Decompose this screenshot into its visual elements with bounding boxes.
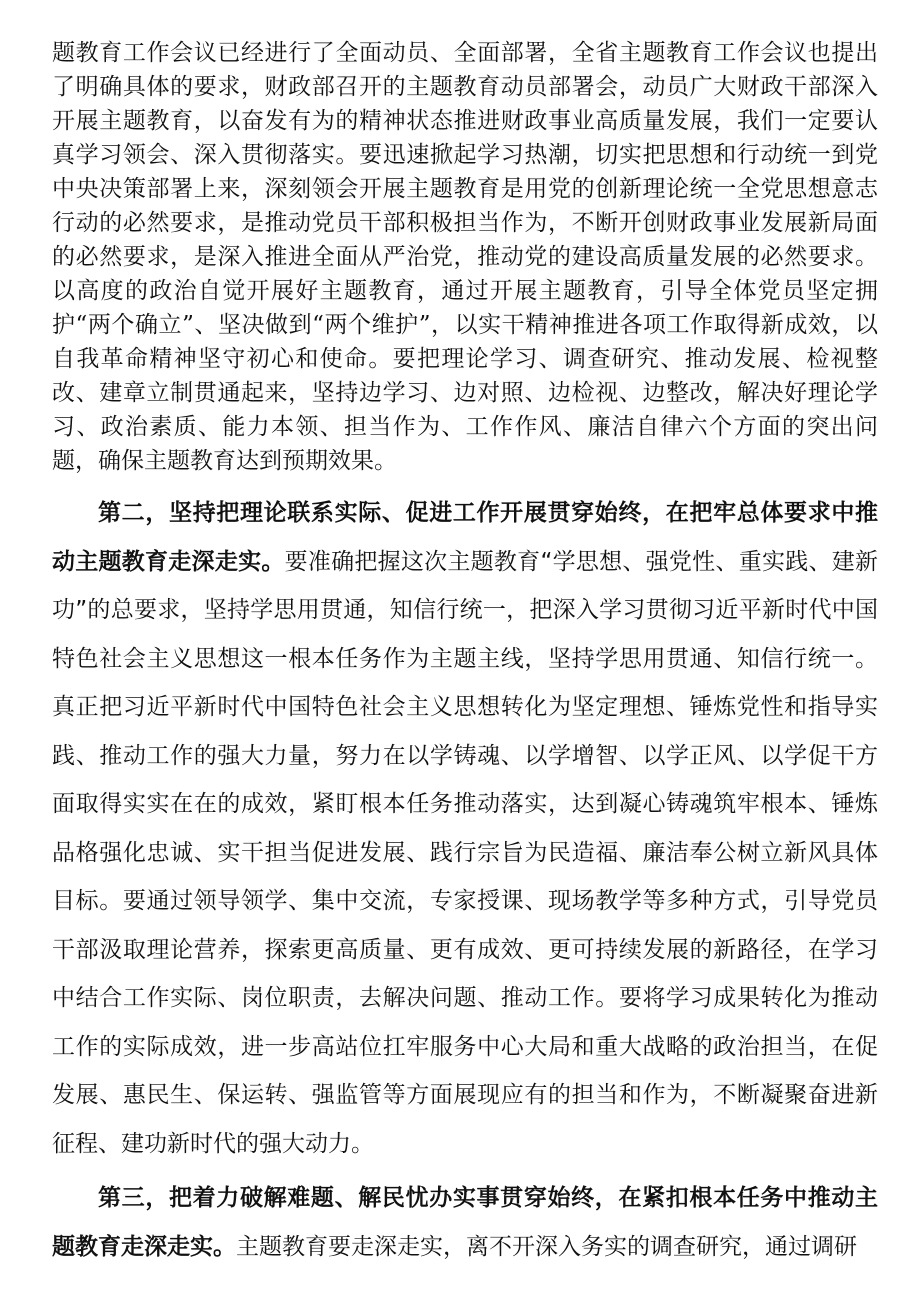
- paragraph-2-text: 要准确把握这次主题教育“学思想、强党性、重实践、建新功”的总要求，坚持学思用贯通，知信行统一，把深入学习贯彻习近平新时代中国特色社会主义思想这一根本任务作为主题主线，坚持学思用贯通、知信行统一。真正把习近平新时代中国特色社会主义思想转化为坚定理想、锤炼党性和指导实践、推动工作的强大力量，努力在以学铸魂、以学增智、以学正风、以学促干方面取得实实在在的成效，紧盯根本任务推动落实，达到凝心铸魂筑牢根本、锤炼品格强化忠诚、实干担当促进发展、践行宗旨为民造福、廉洁奉公树立新风具体目标。要通过领导领学、集中交流，专家授课、现场教学等多种方式，引导党员干部汲取理论营养，探索更高质量、更有成效、更可持续发展的新路径，在学习中结合工作实际、岗位职责，去解决问题、推动工作。要将学习成果转化为推动工作的实际成效，进一步高站位扛牢服务中心大局和重大战略的政治担当，在促发展、惠民生、保运转、强监管等方面展现应有的担当和作为，不断凝聚奋进新征程、建功新时代的强大动力。: [52, 548, 878, 1157]
- document-page: [52, 0, 878, 1271]
- paragraph-2: [52, 489, 878, 1168]
- paragraph-3-text: 主题教育要走深走实，离不开深入务实的调查研究，通过调研: [236, 1233, 857, 1260]
- paragraph-1-text: 题教育工作会议已经进行了全面动员、全面部署，全省主题教育工作会议也提出了明确具体的要求，财政部召开的主题教育动员部署会，动员广大财政干部深入开展主题教育，以奋发有为的精神状态推进财政事业高质量发展，我们一定要认真学习领会、深入贯彻落实。要迅速掀起学习热潮，切实把思想和行动统一到党中央决策部署上来，深刻领会开展主题教育是用党的创新理论统一全党思想意志行动的必然要求，是推动党员干部积极担当作为，不断开创财政事业发展新局面的必然要求，是深入推进全面从严治党，推动党的建设高质量发展的必然要求。以高度的政治自觉开展好主题教育，通过开展主题教育，引导全体党员坚定拥护“两个确立”、坚决做到“两个维护”，以实干精神推进各项工作取得新成效，以自我革命精神坚守初心和使命。要把理论学习、调查研究、推动发展、检视整改、建章立制贯通起来，坚持边学习、边对照、边检视、边整改，解决好理论学习、政治素质、能力本领、担当作为、工作作风、廉洁自律六个方面的突出问题，确保主题教育达到预期效果。: [52, 40, 878, 474]
- paragraph-3-lead: 第三，把着力破解难题、解民忧办实事贯穿始终，在紧扣根本任务中推动主题教育走深走实。: [52, 1185, 878, 1260]
- paragraph-1: [52, 0, 878, 478]
- paragraph-2-lead: 第二，坚持把理论联系实际、促进工作开展贯穿始终，在把牢总体要求中推动主题教育走深走实。: [52, 500, 878, 575]
- paragraph-3: [52, 1174, 878, 1271]
